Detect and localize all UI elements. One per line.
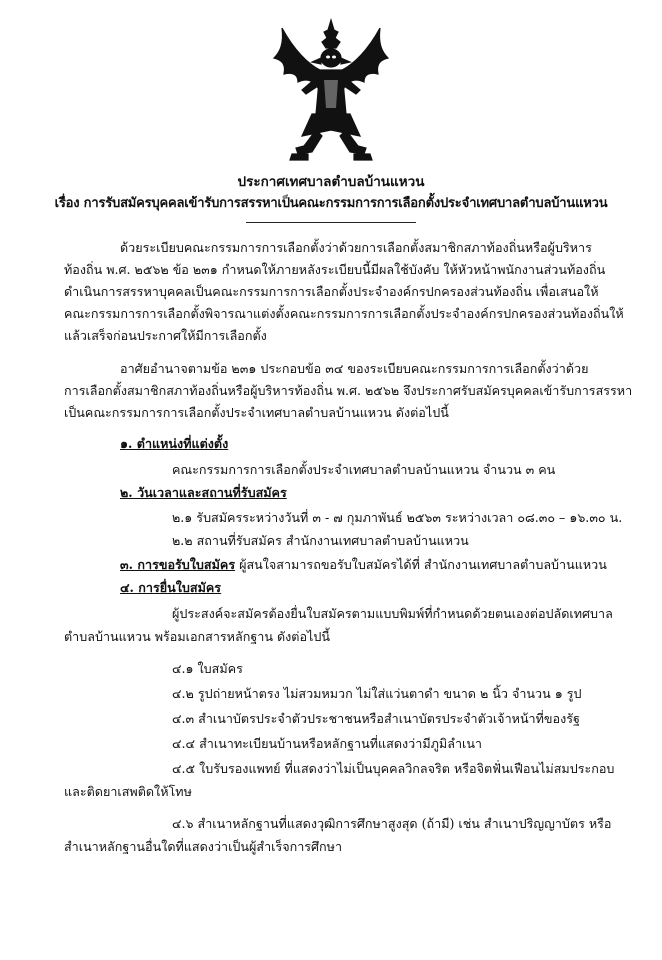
section-4-item-6-line: ๔.๖ สำเนาหลักฐานที่แสดงวุฒิการศึกษาสูงสุด (ถ้ามี) เช่น สำเนาปริญญาบัตร หรือ: [172, 816, 612, 831]
section-4-heading: ๔. การยื่นใบสมัคร: [120, 580, 222, 595]
paragraph-1-line: ท้องถิ่น พ.ศ. ๒๕๖๒ ข้อ ๒๓๑ กำหนดให้ภายหลังระเบียบนี้มีผลใช้บังคับ ให้หัวหน้าพนักงานส่วนท้องถิ่น: [64, 262, 606, 277]
section-1-text: คณะกรรมการการเลือกตั้งประจำเทศบาลตำบลบ้านแหวน จำนวน ๓ คน: [172, 462, 556, 477]
paragraph-2-line: เป็นคณะกรรมการการเลือกตั้งประจำเทศบาลตำบลบ้านแหวน ดังต่อไปนี้: [64, 405, 449, 420]
section-4-item-5-line: ๔.๕ ใบรับรองแพทย์ ที่แสดงว่าไม่เป็นบุคคลวิกลจริต หรือจิตฟั่นเฟือนไม่สมประกอบ: [172, 761, 615, 776]
section-4-item-6-line: สำเนาหลักฐานอื่นใดที่แสดงว่าเป็นผู้สำเร็จการศึกษา: [64, 839, 343, 854]
paragraph-1-line: แล้วเสร็จก่อนประกาศให้มีการเลือกตั้ง: [64, 328, 267, 343]
section-3-text: ผู้สนใจสามารถขอรับใบสมัครได้ที่ สำนักงานเทศบาลตำบลบ้านแหวน: [235, 557, 607, 572]
section-2-item-1: ๒.๑ รับสมัครระหว่างวันที่ ๓ - ๗ กุมภาพันธ์ ๒๕๖๓ ระหว่างเวลา ๐๘.๓๐ – ๑๖.๓๐ น.: [172, 510, 623, 525]
section-4-intro-line: ตำบลบ้านแหวน พร้อมเอกสารหลักฐาน ดังต่อไปนี้: [64, 629, 330, 644]
paragraph-1-line: ด้วยระเบียบคณะกรรมการการเลือกตั้งว่าด้วยการเลือกตั้งสมาชิกสภาท้องถิ่นหรือผู้บริหาร: [120, 240, 592, 255]
paragraph-2-line: การเลือกตั้งสมาชิกสภาท้องถิ่นหรือผู้บริหารท้องถิ่น พ.ศ. ๒๕๖๒ จึงประกาศรับสมัครบุคคลเข้ารับการสรรหา: [64, 383, 633, 398]
section-4-intro-line: ผู้ประสงค์จะสมัครต้องยื่นใบสมัครตามแบบพิมพ์ที่กำหนดด้วยตนเองต่อปลัดเทศบาล: [172, 606, 613, 621]
title-divider: [246, 222, 416, 223]
section-4-item-3: ๔.๓ สำเนาบัตรประจำตัวประชาชนหรือสำเนาบัตรประจำตัวเจ้าหน้าที่ของรัฐ: [172, 711, 580, 726]
section-3-heading: ๓. การขอรับใบสมัคร: [120, 557, 236, 572]
section-4-item-1: ๔.๑ ใบสมัคร: [172, 661, 243, 676]
section-4-item-2: ๔.๒ รูปถ่ายหน้าตรง ไม่สวมหมวก ไม่ใส่แว่นตาดำ ขนาด ๒ นิ้ว จำนวน ๑ รูป: [172, 686, 582, 701]
section-4-item-4: ๔.๔ สำเนาทะเบียนบ้านหรือหลักฐานที่แสดงว่ามีภูมิลำเนา: [172, 736, 482, 751]
section-3-line: [120, 557, 607, 573]
section-2-item-2: ๒.๒ สถานที่รับสมัคร สำนักงานเทศบาลตำบลบ้านแหวน: [172, 533, 469, 548]
section-2-heading: ๒. วันเวลาและสถานที่รับสมัคร: [120, 485, 287, 500]
section-4-item-5-line: และติดยาเสพติดให้โทษ: [64, 784, 192, 799]
announcement-title: ประกาศเทศบาลตำบลบ้านแหวน: [237, 174, 425, 190]
paragraph-1-line: คณะกรรมการการเลือกตั้งพิจารณาแต่งตั้งคณะกรรมการการเลือกตั้งประจำองค์กรปกครองส่วนท้องถิ่นให้: [64, 306, 624, 321]
paragraph-1-line: ดำเนินการสรรหาบุคคลเป็นคณะกรรมการการเลือกตั้งประจำองค์กรปกครองส่วนท้องถิ่น เพื่อเสนอให้: [64, 284, 599, 299]
paragraph-2-line: อาศัยอำนาจตามข้อ ๒๓๑ ประกอบข้อ ๓๔ ของระเบียบคณะกรรมการการเลือกตั้งว่าด้วย: [120, 361, 589, 376]
section-1-heading: ๑. ตำแหน่งที่แต่งตั้ง: [120, 436, 229, 451]
announcement-subject: เรื่อง การรับสมัครบุคคลเข้ารับการสรรหาเป็นคณะกรรมการการเลือกตั้งประจำเทศบาลตำบลบ้านแหวน: [54, 196, 608, 211]
garuda-emblem-icon: [268, 18, 394, 164]
